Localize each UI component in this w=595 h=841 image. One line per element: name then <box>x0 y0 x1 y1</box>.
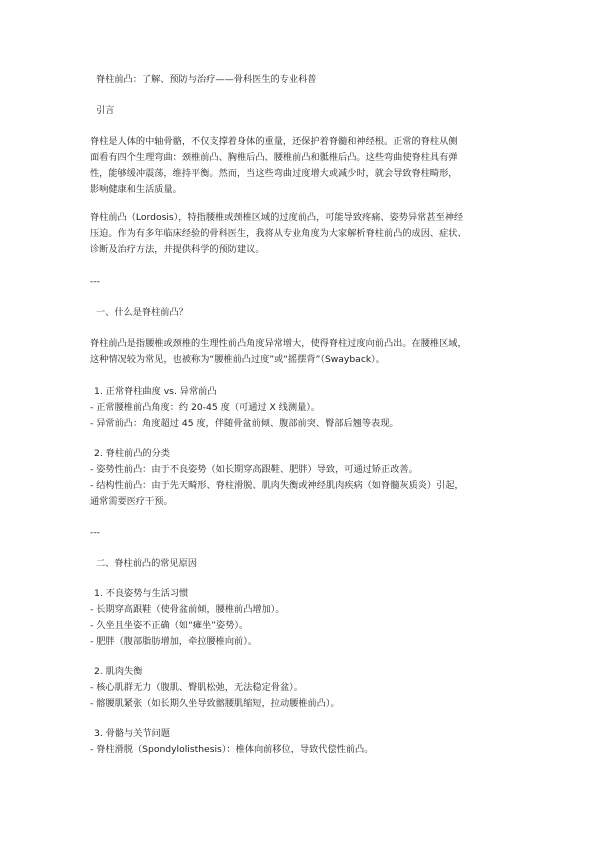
section2-sub3-item: - 脊柱滑脱（Spondylolisthesis）：椎体向前移位，导致代偿性前凸。 <box>90 744 374 755</box>
section2-sub2-heading: 2. 肌肉失衡 <box>94 666 143 677</box>
section1-sub2-heading: 2. 脊柱前凸的分类 <box>94 448 170 459</box>
section1-heading: 一、什么是脊柱前凸？ <box>96 307 188 318</box>
intro-paragraph-2-line: 脊柱前凸（Lordosis），特指腰椎或颈椎区域的过度前凸，可能导致疼痛、姿势异常甚至神经 <box>90 212 464 223</box>
section-separator: --- <box>90 527 100 538</box>
section2-sub3-heading: 3. 骨骼与关节问题 <box>94 728 170 739</box>
section2-sub1-item: - 肥胖（腹部脂肪增加，牵拉腰椎向前）。 <box>90 636 258 647</box>
intro-paragraph-1-line: 面看有四个生理弯曲：颈椎前凸、胸椎后凸、腰椎前凸和骶椎后凸。这些弯曲使脊柱具有弹 <box>90 152 458 163</box>
section2-sub2-item: - 髂腰肌紧张（如长期久坐导致髂腰肌缩短，拉动腰椎前凸）。 <box>90 698 340 709</box>
section1-sub1-item: - 正常腰椎前凸角度：约 20-45 度（可通过 X 线测量）。 <box>90 402 321 413</box>
section1-paragraph-line: 这种情况较为常见，也被称为“腰椎前凸过度”或“摇摆背”（Swayback）。 <box>90 354 385 365</box>
document-title: 脊柱前凸：了解、预防与治疗——骨科医生的专业科普 <box>96 74 317 85</box>
section1-paragraph-line: 脊柱前凸是指腰椎或颈椎的生理性前凸角度异常增大，使得脊柱过度向前凸出。在腰椎区域， <box>90 338 467 349</box>
intro-paragraph-1-line: 性，能够缓冲震荡，维持平衡。然而，当这些弯曲过度增大或减少时，就会导致脊柱畸形， <box>90 168 458 179</box>
section1-sub1-heading: 1. 正常脊柱曲度 vs. 异常前凸 <box>94 386 217 397</box>
intro-paragraph-1-line: 脊柱是人体的中轴骨骼，不仅支撑着身体的重量，还保护着脊髓和神经根。正常的脊柱从侧 <box>90 136 458 147</box>
section-separator: --- <box>90 276 100 287</box>
section2-sub2-item: - 核心肌群无力（腹肌、臀肌松弛，无法稳定骨盆）。 <box>90 682 303 693</box>
intro-paragraph-2-line: 诊断及治疗方法，并提供科学的预防建议。 <box>90 244 265 255</box>
section1-sub2-item: 通常需要医疗干预。 <box>90 496 173 507</box>
intro-paragraph-1-line: 影响健康和生活质量。 <box>90 184 182 195</box>
intro-heading: 引言 <box>96 105 115 116</box>
section2-heading: 二、脊柱前凸的常见原因 <box>96 558 198 569</box>
section1-sub1-item: - 异常前凸：角度超过 45 度，伴随骨盆前倾、腹部前突、臀部后翘等表现。 <box>90 418 399 429</box>
intro-paragraph-2-line: 压迫。作为有多年临床经验的骨科医生，我将从专业角度为大家解析脊柱前凸的成因、症状、 <box>90 228 467 239</box>
section2-sub1-heading: 1. 不良姿势与生活习惯 <box>94 588 189 599</box>
section1-sub2-item: - 结构性前凸：由于先天畸形、脊柱滑脱、肌肉失衡或神经肌肉疾病（如脊髓灰质炎）引起， <box>90 480 464 491</box>
section2-sub1-item: - 久坐且坐姿不正确（如“瘫坐”姿势）。 <box>90 620 249 631</box>
section2-sub1-item: - 长期穿高跟鞋（使骨盆前倾，腰椎前凸增加）。 <box>90 604 285 615</box>
section1-sub2-item: - 姿势性前凸：由于不良姿势（如长期穿高跟鞋、肥胖）导致，可通过矫正改善。 <box>90 464 418 475</box>
